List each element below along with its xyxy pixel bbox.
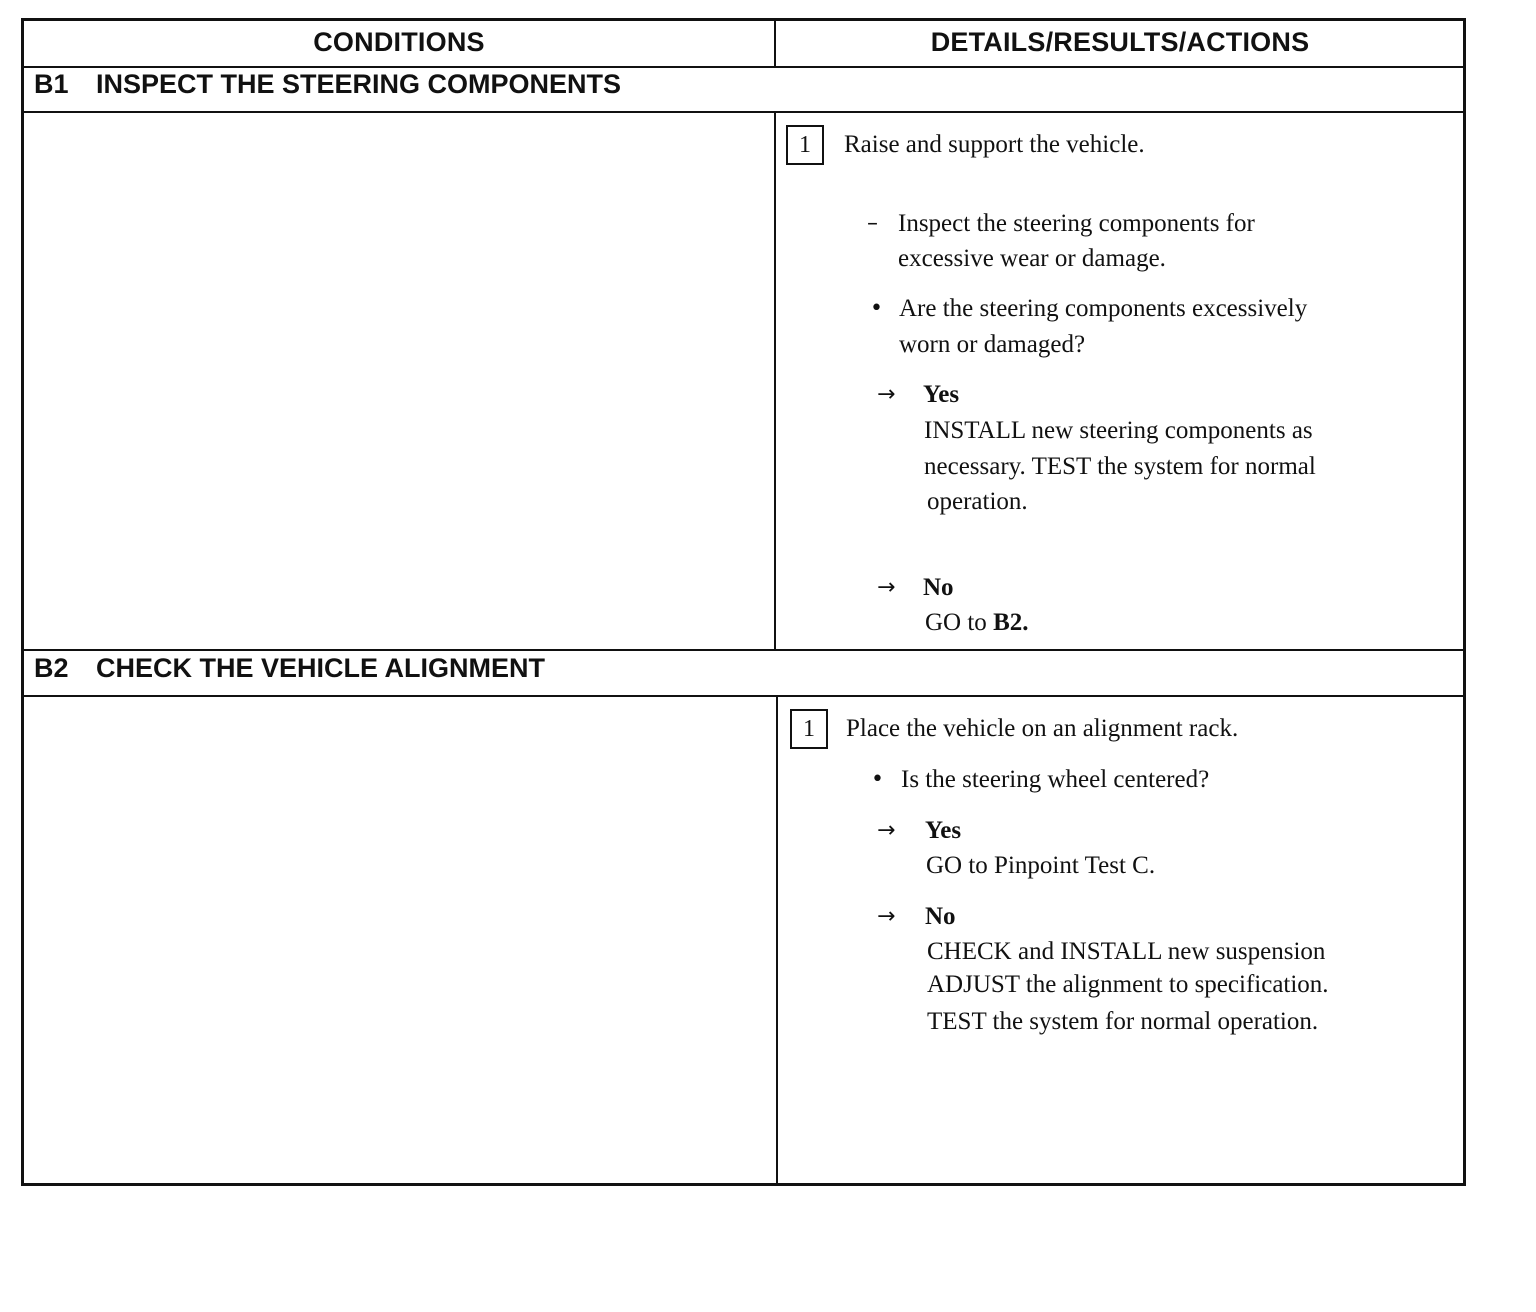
header-divider [24, 66, 1463, 68]
section-title-b2 [34, 653, 545, 684]
no-action-prefix-b1: GO to [925, 609, 994, 636]
step-text-b2: Place the vehicle on an alignment rack. [846, 715, 1239, 742]
dash-marker: – [867, 211, 878, 236]
section-heading-b2: CHECK THE VEHICLE ALIGNMENT [96, 653, 546, 683]
section-heading-b1: INSPECT THE STEERING COMPONENTS [96, 69, 622, 99]
b1-title-divider [24, 111, 1463, 113]
step-text-b1: Raise and support the vehicle. [844, 131, 1145, 158]
arrow-icon: → [877, 382, 896, 407]
yes-action-line-3-b1: operation. [927, 488, 1028, 515]
arrow-icon: → [877, 904, 896, 929]
step-number-box-b2: 1 [790, 709, 828, 749]
no-action-line-3-b2: TEST the system for normal operation. [927, 1008, 1319, 1035]
bullet-marker: • [871, 767, 884, 792]
yes-label-b2: Yes [925, 817, 962, 844]
step-number-box-b1: 1 [786, 125, 824, 165]
no-action-line-2-b2: ADJUST the alignment to specification. [927, 971, 1329, 998]
inspect-instruction-line-1: Inspect the steering components for [898, 210, 1255, 237]
bullet-marker: • [870, 296, 883, 321]
yes-action-line-1-b1: INSTALL new steering components as [924, 417, 1313, 444]
arrow-icon: → [877, 575, 896, 600]
diagnostic-table [21, 18, 1466, 1186]
no-label-b2: No [925, 903, 956, 930]
no-label-b1: No [923, 574, 954, 601]
section-id-b2: B2 [34, 653, 69, 683]
conditions-header: CONDITIONS [313, 27, 485, 57]
yes-label-b1: Yes [923, 381, 960, 408]
yes-action-line-2-b1: necessary. TEST the system for normal [924, 453, 1316, 480]
inspect-instruction-line-2: excessive wear or damage. [898, 245, 1166, 272]
section-id-b1: B1 [34, 69, 69, 99]
column-divider-b1 [774, 111, 776, 649]
yes-action-line-1-b2: GO to Pinpoint Test C. [926, 852, 1156, 879]
section-title-b1 [34, 69, 621, 100]
b2-title-top-divider [24, 649, 1463, 651]
details-header: DETAILS/RESULTS/ACTIONS [930, 27, 1310, 57]
no-action-target-b1: B2. [993, 609, 1029, 636]
no-action-line-1-b2: CHECK and INSTALL new suspension [927, 938, 1326, 965]
question-line-1-b1: Are the steering components excessively [899, 295, 1308, 322]
column-divider-b2 [776, 695, 778, 1185]
column-divider-top [774, 21, 776, 66]
question-line-2-b1: worn or damaged? [899, 331, 1086, 358]
arrow-icon: → [877, 818, 896, 843]
no-action-b1 [925, 605, 1029, 641]
b2-title-divider [24, 695, 1463, 697]
question-line-1-b2: Is the steering wheel centered? [901, 766, 1210, 793]
